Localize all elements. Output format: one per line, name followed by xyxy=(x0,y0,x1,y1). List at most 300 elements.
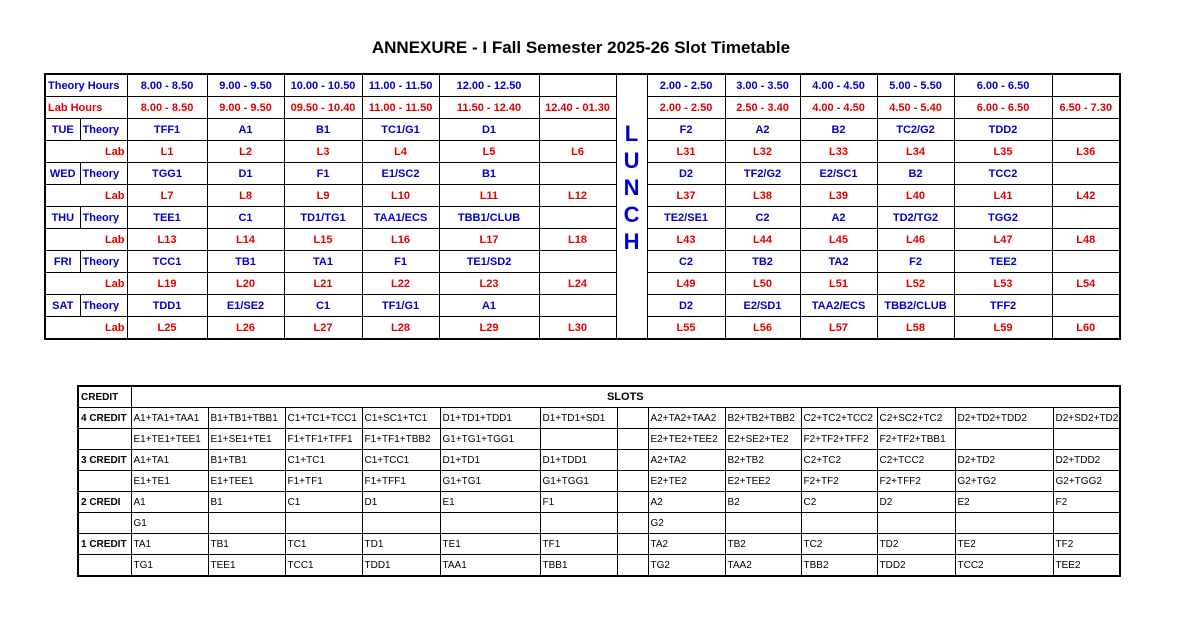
slot-combo-cell: F1+TF1+TBB2 xyxy=(362,429,440,450)
lab-slot-cell: L54 xyxy=(1052,273,1120,295)
time-cell: 6.00 - 6.50 xyxy=(954,74,1052,97)
theory-label: Theory xyxy=(80,251,127,273)
slot-combo-cell xyxy=(285,513,362,534)
slot-combo-cell: TC2 xyxy=(801,534,877,555)
slot-combo-cell: G1+TG1 xyxy=(440,471,540,492)
lab-slot-cell: L38 xyxy=(725,185,800,207)
lab-slot-cell: L51 xyxy=(800,273,877,295)
lunch-letter: H xyxy=(623,229,640,254)
theory-row-sat xyxy=(45,295,1120,317)
theory-slot-cell: D1 xyxy=(439,119,539,141)
lab-slot-cell: L25 xyxy=(127,317,207,340)
credit-row xyxy=(78,450,1120,471)
theory-slot-cell: A1 xyxy=(439,295,539,317)
slot-combo-cell: B1 xyxy=(208,492,285,513)
theory-slot-cell: TCC2 xyxy=(954,163,1052,185)
lunch-letter: C xyxy=(623,202,640,227)
theory-slot-cell xyxy=(1052,295,1120,317)
slot-combo-cell: TAA1 xyxy=(440,555,540,577)
slot-combo-cell xyxy=(617,471,648,492)
slot-combo-cell: C2+SC2+TC2 xyxy=(877,408,955,429)
slot-combo-cell xyxy=(801,513,877,534)
time-cell: 4.50 - 5.40 xyxy=(877,97,954,119)
lab-slot-cell: L13 xyxy=(127,229,207,251)
slot-combo-cell: TE1 xyxy=(440,534,540,555)
lab-slot-cell: L39 xyxy=(800,185,877,207)
slot-combo-cell: C1+TC1+TCC1 xyxy=(285,408,362,429)
credit-label: 4 CREDIT xyxy=(78,408,131,429)
theory-slot-cell: D2 xyxy=(647,163,725,185)
theory-slot-cell: TFF1 xyxy=(127,119,207,141)
slot-combo-cell xyxy=(617,429,648,450)
time-cell: 3.00 - 3.50 xyxy=(725,74,800,97)
lab-slot-cell: L28 xyxy=(362,317,439,340)
slot-combo-cell: C1+TC1 xyxy=(285,450,362,471)
lab-slot-cell: L24 xyxy=(539,273,616,295)
theory-slot-cell: TGG2 xyxy=(954,207,1052,229)
lab-slot-cell: L10 xyxy=(362,185,439,207)
theory-slot-cell: E1/SE2 xyxy=(207,295,284,317)
credit-label-empty xyxy=(78,513,131,534)
lab-slot-cell: L49 xyxy=(647,273,725,295)
theory-slot-cell: F2 xyxy=(877,251,954,273)
slot-combo-cell: A2+TA2+TAA2 xyxy=(648,408,725,429)
theory-slot-cell: TDD2 xyxy=(954,119,1052,141)
slot-combo-cell: B2+TB2+TBB2 xyxy=(725,408,801,429)
lab-slot-cell: L18 xyxy=(539,229,616,251)
lab-label: Lab xyxy=(45,229,127,251)
lab-slot-cell: L11 xyxy=(439,185,539,207)
theory-slot-cell xyxy=(1052,251,1120,273)
theory-hours-row xyxy=(45,74,1120,97)
credit-label-empty xyxy=(78,471,131,492)
time-cell: 09.50 - 10.40 xyxy=(284,97,362,119)
lab-slot-cell: L29 xyxy=(439,317,539,340)
credit-row xyxy=(78,513,1120,534)
lab-slot-cell: L3 xyxy=(284,141,362,163)
slot-combo-cell: D2+TD2 xyxy=(955,450,1053,471)
slot-combo-cell: D1+TD1 xyxy=(440,450,540,471)
time-cell: 12.40 - 01.30 xyxy=(539,97,616,119)
slot-combo-cell xyxy=(208,513,285,534)
lab-row-fri xyxy=(45,273,1120,295)
lab-slot-cell: L12 xyxy=(539,185,616,207)
theory-slot-cell: TEE1 xyxy=(127,207,207,229)
theory-slot-cell: TE1/SD2 xyxy=(439,251,539,273)
lab-slot-cell: L32 xyxy=(725,141,800,163)
time-cell xyxy=(1052,74,1120,97)
lab-slot-cell: L15 xyxy=(284,229,362,251)
lab-label: Lab xyxy=(45,185,127,207)
lab-slot-cell: L8 xyxy=(207,185,284,207)
credit-row xyxy=(78,534,1120,555)
slot-combo-cell: F2+TFF2 xyxy=(877,471,955,492)
slot-combo-cell: TEE1 xyxy=(208,555,285,577)
slot-combo-cell: B2+TB2 xyxy=(725,450,801,471)
theory-slot-cell xyxy=(1052,207,1120,229)
slot-combo-cell: F1+TFF1 xyxy=(362,471,440,492)
lunch-label xyxy=(617,75,647,255)
slot-combo-cell: TF1 xyxy=(540,534,617,555)
theory-slot-cell: A2 xyxy=(800,207,877,229)
theory-slot-cell: TB1 xyxy=(207,251,284,273)
time-cell: 10.00 - 10.50 xyxy=(284,74,362,97)
theory-slot-cell: F2 xyxy=(647,119,725,141)
slot-combo-cell: E2+SE2+TE2 xyxy=(725,429,801,450)
slot-combo-cell: TCC2 xyxy=(955,555,1053,577)
slot-combo-cell: G1+TGG1 xyxy=(540,471,617,492)
credit-row xyxy=(78,408,1120,429)
slot-combo-cell: TB2 xyxy=(725,534,801,555)
slot-combo-cell: C2 xyxy=(801,492,877,513)
slot-combo-cell: D2+TDD2 xyxy=(1053,450,1120,471)
slot-combo-cell: E1+TE1+TEE1 xyxy=(131,429,208,450)
slot-combo-cell: E1 xyxy=(440,492,540,513)
lab-slot-cell: L42 xyxy=(1052,185,1120,207)
slot-combo-cell: C1 xyxy=(285,492,362,513)
theory-slot-cell: C1 xyxy=(284,295,362,317)
slot-combo-cell: G1 xyxy=(131,513,208,534)
slot-combo-cell: TBB2 xyxy=(801,555,877,577)
slot-combo-cell: A1+TA1+TAA1 xyxy=(131,408,208,429)
lab-slot-cell: L37 xyxy=(647,185,725,207)
credit-row xyxy=(78,492,1120,513)
time-cell: 2.00 - 2.50 xyxy=(647,97,725,119)
theory-slot-cell: C2 xyxy=(725,207,800,229)
page-title: ANNEXURE - I Fall Semester 2025-26 Slot Timetable xyxy=(371,38,791,57)
credit-label-empty xyxy=(78,555,131,577)
theory-slot-cell: TB2 xyxy=(725,251,800,273)
slot-combo-cell: TCC1 xyxy=(285,555,362,577)
theory-slot-cell xyxy=(539,119,616,141)
slot-combo-cell xyxy=(617,513,648,534)
credit-slots-table xyxy=(77,385,1121,577)
slot-combo-cell: B1+TB1+TBB1 xyxy=(208,408,285,429)
slot-combo-cell: E1+SE1+TE1 xyxy=(208,429,285,450)
time-cell: 8.00 - 8.50 xyxy=(127,74,207,97)
theory-slot-cell: TF2/G2 xyxy=(725,163,800,185)
lab-slot-cell: L35 xyxy=(954,141,1052,163)
credit-row xyxy=(78,471,1120,492)
theory-row-tue xyxy=(45,119,1120,141)
theory-row-fri xyxy=(45,251,1120,273)
lab-label: Lab xyxy=(45,317,127,340)
slot-combo-cell: B1+TB1 xyxy=(208,450,285,471)
lab-slot-cell: L53 xyxy=(954,273,1052,295)
slot-combo-cell: A1 xyxy=(131,492,208,513)
lunch-column xyxy=(616,74,647,339)
lab-slot-cell: L60 xyxy=(1052,317,1120,340)
slot-combo-cell: F2+TF2+TFF2 xyxy=(801,429,877,450)
slot-combo-cell: C1+SC1+TC1 xyxy=(362,408,440,429)
slot-combo-cell: TE2 xyxy=(955,534,1053,555)
theory-label: Theory xyxy=(80,207,127,229)
slot-combo-cell: A2 xyxy=(648,492,725,513)
credit-label: 2 CREDI xyxy=(78,492,131,513)
lab-slot-cell: L59 xyxy=(954,317,1052,340)
day-label: THU xyxy=(45,207,80,229)
theory-slot-cell xyxy=(1052,119,1120,141)
lab-slot-cell: L27 xyxy=(284,317,362,340)
slot-combo-cell: F2+TF2+TBB1 xyxy=(877,429,955,450)
theory-slot-cell xyxy=(539,295,616,317)
slot-combo-cell: G1+TG1+TGG1 xyxy=(440,429,540,450)
theory-slot-cell: C2 xyxy=(647,251,725,273)
lunch-letter: U xyxy=(623,148,640,173)
lab-slot-cell: L52 xyxy=(877,273,954,295)
slot-combo-cell: D1 xyxy=(362,492,440,513)
slot-combo-cell: TEE2 xyxy=(1053,555,1120,577)
day-label: WED xyxy=(45,163,80,185)
theory-slot-cell: TC1/G1 xyxy=(362,119,439,141)
theory-slot-cell: TA2 xyxy=(800,251,877,273)
theory-slot-cell: B2 xyxy=(800,119,877,141)
slot-combo-cell: TA1 xyxy=(131,534,208,555)
theory-slot-cell: A1 xyxy=(207,119,284,141)
day-label: SAT xyxy=(45,295,80,317)
theory-slot-cell: E2/SC1 xyxy=(800,163,877,185)
credit-label: 1 CREDIT xyxy=(78,534,131,555)
slot-combo-cell: G2+TG2 xyxy=(955,471,1053,492)
lab-slot-cell: L50 xyxy=(725,273,800,295)
theory-slot-cell: TA1 xyxy=(284,251,362,273)
theory-slot-cell: TBB1/CLUB xyxy=(439,207,539,229)
credit-header-row xyxy=(78,386,1120,408)
lab-slot-cell: L14 xyxy=(207,229,284,251)
theory-label: Theory xyxy=(80,295,127,317)
slot-combo-cell: TDD2 xyxy=(877,555,955,577)
theory-slot-cell: TFF2 xyxy=(954,295,1052,317)
slot-combo-cell: A2+TA2 xyxy=(648,450,725,471)
time-cell: 4.00 - 4.50 xyxy=(800,74,877,97)
day-label: TUE xyxy=(45,119,80,141)
slot-combo-cell: F2 xyxy=(1053,492,1120,513)
slot-combo-cell: E2+TE2+TEE2 xyxy=(648,429,725,450)
lab-slot-cell: L2 xyxy=(207,141,284,163)
theory-slot-cell: TAA2/ECS xyxy=(800,295,877,317)
lunch-letter: N xyxy=(623,175,640,200)
slot-combo-cell xyxy=(362,513,440,534)
lab-slot-cell: L19 xyxy=(127,273,207,295)
theory-slot-cell: D1 xyxy=(207,163,284,185)
theory-slot-cell: E2/SD1 xyxy=(725,295,800,317)
lab-slot-cell: L43 xyxy=(647,229,725,251)
lab-slot-cell: L41 xyxy=(954,185,1052,207)
theory-slot-cell: F1 xyxy=(284,163,362,185)
slot-combo-cell: TDD1 xyxy=(362,555,440,577)
slot-combo-cell: D2+SD2+TD2 xyxy=(1053,408,1120,429)
slot-combo-cell xyxy=(617,534,648,555)
lab-slot-cell: L44 xyxy=(725,229,800,251)
slot-combo-cell: TF2 xyxy=(1053,534,1120,555)
time-cell: 8.00 - 8.50 xyxy=(127,97,207,119)
lab-slot-cell: L9 xyxy=(284,185,362,207)
time-cell: 5.00 - 5.50 xyxy=(877,74,954,97)
theory-slot-cell: TGG1 xyxy=(127,163,207,185)
theory-slot-cell: B2 xyxy=(877,163,954,185)
lab-slot-cell: L5 xyxy=(439,141,539,163)
slot-combo-cell: C1+TCC1 xyxy=(362,450,440,471)
slot-combo-cell: TD2 xyxy=(877,534,955,555)
slot-combo-cell: C2+TC2+TCC2 xyxy=(801,408,877,429)
slot-combo-cell: F1+TF1 xyxy=(285,471,362,492)
slot-combo-cell: C2+TCC2 xyxy=(877,450,955,471)
lab-slot-cell: L34 xyxy=(877,141,954,163)
theory-slot-cell: TE2/SE1 xyxy=(647,207,725,229)
lab-slot-cell: L23 xyxy=(439,273,539,295)
slot-combo-cell xyxy=(955,513,1053,534)
slot-combo-cell: F1 xyxy=(540,492,617,513)
slot-combo-cell xyxy=(1053,429,1120,450)
slot-timetable xyxy=(44,73,1121,340)
slot-combo-cell: A1+TA1 xyxy=(131,450,208,471)
lab-row-sat xyxy=(45,317,1120,340)
slot-combo-cell: TBB1 xyxy=(540,555,617,577)
lab-row-thu xyxy=(45,229,1120,251)
lab-slot-cell: L47 xyxy=(954,229,1052,251)
theory-slot-cell: D2 xyxy=(647,295,725,317)
lab-slot-cell: L17 xyxy=(439,229,539,251)
slot-combo-cell: G2 xyxy=(648,513,725,534)
slot-combo-cell: D2+TD2+TDD2 xyxy=(955,408,1053,429)
slot-combo-cell xyxy=(877,513,955,534)
lab-slot-cell: L36 xyxy=(1052,141,1120,163)
slots-header: SLOTS xyxy=(131,386,1120,408)
lab-slot-cell: L16 xyxy=(362,229,439,251)
slot-combo-cell: TAA2 xyxy=(725,555,801,577)
slot-combo-cell: D1+TD1+TDD1 xyxy=(440,408,540,429)
lab-slot-cell: L6 xyxy=(539,141,616,163)
theory-slot-cell: TDD1 xyxy=(127,295,207,317)
slot-combo-cell: E1+TE1 xyxy=(131,471,208,492)
lab-slot-cell: L58 xyxy=(877,317,954,340)
lab-slot-cell: L33 xyxy=(800,141,877,163)
lab-slot-cell: L4 xyxy=(362,141,439,163)
time-cell: 11.00 - 11.50 xyxy=(362,74,439,97)
time-cell: 6.00 - 6.50 xyxy=(954,97,1052,119)
lab-slot-cell: L1 xyxy=(127,141,207,163)
time-cell: 4.00 - 4.50 xyxy=(800,97,877,119)
theory-slot-cell xyxy=(539,207,616,229)
lunch-letter: L xyxy=(624,121,639,146)
credit-row xyxy=(78,555,1120,577)
theory-row-thu xyxy=(45,207,1120,229)
theory-slot-cell: TEE2 xyxy=(954,251,1052,273)
lab-label: Lab xyxy=(45,141,127,163)
slot-combo-cell: E2+TEE2 xyxy=(725,471,801,492)
credit-header: CREDIT xyxy=(78,386,131,408)
time-cell: 12.00 - 12.50 xyxy=(439,74,539,97)
theory-slot-cell: TAA1/ECS xyxy=(362,207,439,229)
lab-hours-row xyxy=(45,97,1120,119)
credit-row xyxy=(78,429,1120,450)
lab-slot-cell: L40 xyxy=(877,185,954,207)
theory-slot-cell: A2 xyxy=(725,119,800,141)
slot-combo-cell: TB1 xyxy=(208,534,285,555)
lab-slot-cell: L31 xyxy=(647,141,725,163)
time-cell: 11.00 - 11.50 xyxy=(362,97,439,119)
lab-slot-cell: L30 xyxy=(539,317,616,340)
credit-label: 3 CREDIT xyxy=(78,450,131,471)
slot-combo-cell: C2+TC2 xyxy=(801,450,877,471)
theory-label: Theory xyxy=(80,163,127,185)
time-cell: 2.00 - 2.50 xyxy=(647,74,725,97)
theory-slot-cell: TF1/G1 xyxy=(362,295,439,317)
lab-slot-cell: L22 xyxy=(362,273,439,295)
slot-combo-cell: TG1 xyxy=(131,555,208,577)
theory-slot-cell xyxy=(539,251,616,273)
time-cell: 11.50 - 12.40 xyxy=(439,97,539,119)
day-label: FRI xyxy=(45,251,80,273)
theory-slot-cell: TD2/TG2 xyxy=(877,207,954,229)
theory-slot-cell: F1 xyxy=(362,251,439,273)
theory-slot-cell: B1 xyxy=(439,163,539,185)
theory-row-wed xyxy=(45,163,1120,185)
theory-slot-cell: TBB2/CLUB xyxy=(877,295,954,317)
slot-combo-cell xyxy=(617,408,648,429)
slot-combo-cell: G2+TGG2 xyxy=(1053,471,1120,492)
lab-hours-label: Lab Hours xyxy=(45,97,127,119)
time-cell: 9.00 - 9.50 xyxy=(207,74,284,97)
slot-combo-cell: TD1 xyxy=(362,534,440,555)
slot-combo-cell: B2 xyxy=(725,492,801,513)
slot-combo-cell: TA2 xyxy=(648,534,725,555)
lab-slot-cell: L48 xyxy=(1052,229,1120,251)
slot-combo-cell xyxy=(617,450,648,471)
slot-combo-cell xyxy=(540,429,617,450)
slot-combo-cell: E2 xyxy=(955,492,1053,513)
lab-slot-cell: L45 xyxy=(800,229,877,251)
theory-slot-cell: E1/SC2 xyxy=(362,163,439,185)
slot-combo-cell: E2+TE2 xyxy=(648,471,725,492)
lab-slot-cell: L55 xyxy=(647,317,725,340)
theory-slot-cell xyxy=(539,163,616,185)
time-cell: 6.50 - 7.30 xyxy=(1052,97,1120,119)
lab-row-tue xyxy=(45,141,1120,163)
theory-slot-cell xyxy=(1052,163,1120,185)
slot-combo-cell: TG2 xyxy=(648,555,725,577)
time-cell: 9.00 - 9.50 xyxy=(207,97,284,119)
slot-combo-cell xyxy=(955,429,1053,450)
credit-label-empty xyxy=(78,429,131,450)
time-cell: 2.50 - 3.40 xyxy=(725,97,800,119)
slot-combo-cell xyxy=(540,513,617,534)
lab-slot-cell: L57 xyxy=(800,317,877,340)
theory-slot-cell: TD1/TG1 xyxy=(284,207,362,229)
theory-slot-cell: TCC1 xyxy=(127,251,207,273)
lab-slot-cell: L21 xyxy=(284,273,362,295)
theory-hours-label: Theory Hours xyxy=(45,74,127,97)
lab-slot-cell: L56 xyxy=(725,317,800,340)
lab-slot-cell: L26 xyxy=(207,317,284,340)
slot-combo-cell: D2 xyxy=(877,492,955,513)
lab-slot-cell: L20 xyxy=(207,273,284,295)
slot-combo-cell xyxy=(440,513,540,534)
lab-label: Lab xyxy=(45,273,127,295)
slot-combo-cell: E1+TEE1 xyxy=(208,471,285,492)
slot-combo-cell xyxy=(617,492,648,513)
theory-slot-cell: B1 xyxy=(284,119,362,141)
lab-slot-cell: L46 xyxy=(877,229,954,251)
theory-slot-cell: C1 xyxy=(207,207,284,229)
lab-slot-cell: L7 xyxy=(127,185,207,207)
slot-combo-cell xyxy=(1053,513,1120,534)
slot-combo-cell: TC1 xyxy=(285,534,362,555)
theory-label: Theory xyxy=(80,119,127,141)
slot-combo-cell: D1+TDD1 xyxy=(540,450,617,471)
slot-combo-cell: D1+TD1+SD1 xyxy=(540,408,617,429)
slot-combo-cell xyxy=(725,513,801,534)
